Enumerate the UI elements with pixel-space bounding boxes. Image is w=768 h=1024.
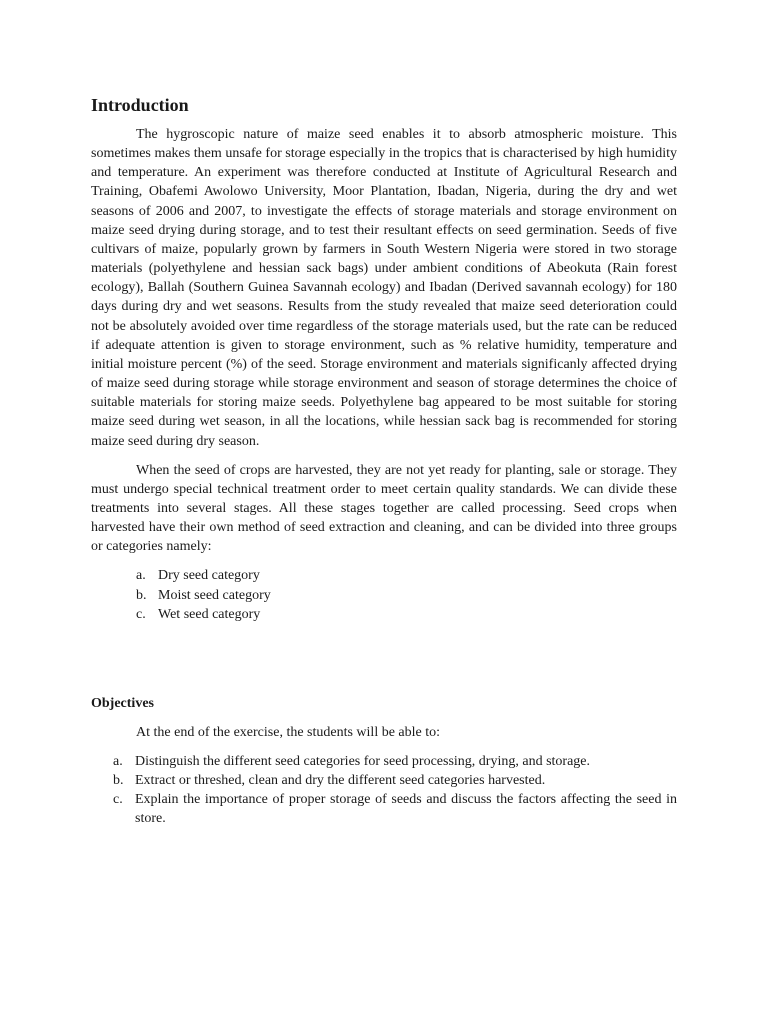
objectives-intro: At the end of the exercise, the students will be able to: [136,724,441,740]
list-marker: a. [113,753,123,769]
introduction-heading: Introduction [91,95,189,115]
list-item [91,771,677,790]
list-item-text: Explain the importance of proper storage of seeds and discuss the factors affecting the seed in store. [135,792,677,827]
list-item-text: Moist seed category [158,587,271,603]
list-item [91,586,677,605]
list-item-text: Distinguish the different seed categories for seed processing, drying, and storage. [135,753,590,769]
document-page [91,92,677,828]
list-item [91,605,677,624]
introduction-paragraph-2: When the seed of crops are harvested, they are not yet ready for planting, sale or storage. They must undergo special technical treatment order to meet certain quality standards. We can divide these treatments into several stages. All these stages together are called processing. Seed crops when harvested have their own method of seed extraction and cleaning, and can be divided into three groups or categories namely: [91,462,677,555]
list-marker: c. [136,607,146,623]
introduction-paragraph-1: The hygroscopic nature of maize seed enables it to absorb atmospheric moisture. This sometimes makes them unsafe for storage especially in the tropics that is characterised by high humidity and temperature. An experiment was therefore conducted at Institute of Agricultural Research and Training, Obafemi Awolowo University, Moor Plantation, Ibadan, Nigeria, during the dry and wet seasons of 2006 and 2007, to investigate the effects of storage materials and storage environment on maize seed drying during storage, and to test their resultant effects on seed germination. Seeds of five cultivars of maize, popularly grown by farmers in South Western Nigeria were stored in two storage materials (polyethylene and hessian sack bags) under ambient conditions of Abeokuta (Rain forest ecology), Ballah (Southern Guinea Savannah ecology) and Ibadan (Derived savannah ecology) for 180 days during dry and wet seasons. Results from the study revealed that maize seed deterioration could not be absolutely avoided over time regardless of the storage materials used, but the rate can be reduced if adequate attention is given to storage environment, such as % relative humidity, temperature and initial moisture percent (%) of the seed. Storage environment and materials significanly affected drying of maize seed during storage while storage environment and season of storage determines the choice of suitable materials for storing maize seeds. Polyethylene bag appeared to be most suitable for storing maize seed during wet season, in all the locations, while hessian sack bag is recommended for storing maize seed during dry season. [91,127,677,449]
list-item-text: Wet seed category [158,607,261,623]
list-item [91,752,677,771]
list-item-text: Extract or threshed, clean and dry the different seed categories harvested. [135,772,546,788]
list-marker: c. [113,792,123,808]
list-marker: b. [113,772,124,788]
seed-category-list [91,566,677,624]
objectives-heading: Objectives [91,695,154,711]
list-item-text: Dry seed category [158,568,260,584]
objectives-list [91,752,677,829]
list-item [91,566,677,585]
list-marker: b. [136,587,147,603]
list-marker: a. [136,568,146,584]
list-item [91,790,677,828]
